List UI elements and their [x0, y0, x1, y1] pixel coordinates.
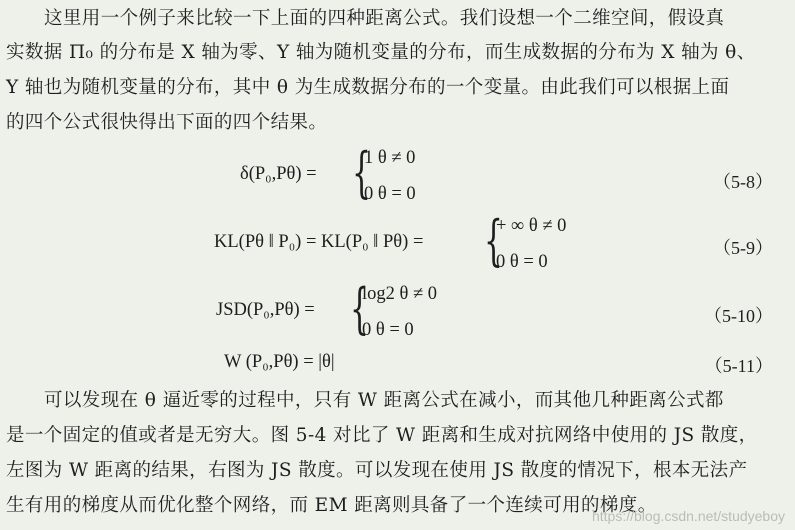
paragraph-line: 可以发现在 θ 逼近零的过程中，只有 W 距离公式在减小，而其他几种距离公式都	[44, 390, 724, 411]
equation-case: log2 θ ≠ 0	[362, 284, 438, 304]
paragraph-line: 的四个公式很快得出下面的四个结果。	[6, 112, 328, 133]
equation-case: 0 θ = 0	[496, 252, 548, 272]
equation-lhs: KL(Pθ ‖ P₀) = KL(P₀ ‖ Pθ) =	[214, 232, 424, 252]
equation-lhs: JSD(P₀,Pθ) =	[216, 300, 315, 320]
equation-number: （5-8）	[713, 172, 773, 192]
watermark: https://blog.csdn.net/studyeboy	[591, 508, 785, 524]
brace: {	[484, 209, 503, 272]
brace: {	[352, 141, 371, 204]
brace: {	[350, 277, 369, 340]
paragraph-line: 这里用一个例子来比较一下上面的四种距离公式。我们设想一个二维空间，假设真	[44, 8, 725, 29]
equation-number: （5-10）	[704, 306, 773, 326]
equation-case: 0 θ = 0	[364, 184, 416, 204]
equation-lhs: δ(P₀,Pθ) =	[240, 164, 317, 184]
equation-number: （5-9）	[713, 238, 773, 258]
equation-number: （5-11）	[704, 356, 773, 376]
paragraph-line: 实数据 Π₀ 的分布是 X 轴为零、Y 轴为随机变量的分布，而生成数据的分布为 X 轴为 θ、	[6, 42, 756, 63]
paragraph-line: Y 轴也为随机变量的分布，其中 θ 为生成数据分布的一个变量。由此我们可以根据上面	[6, 77, 730, 98]
equation-lhs: W (P₀,Pθ) = |θ|	[224, 352, 335, 372]
equation-case: + ∞ θ ≠ 0	[496, 216, 567, 236]
paragraph-line: 左图为 W 距离的结果，右图为 JS 散度。可以发现在使用 JS 散度的情况下，根本无法产	[6, 460, 748, 481]
equation-case: 1 θ ≠ 0	[364, 148, 416, 168]
equation-case: 0 θ = 0	[362, 320, 414, 340]
paragraph-line: 是一个固定的值或者是无穷大。图 5-4 对比了 W 距离和生成对抗网络中使用的 JS 散度，	[6, 425, 758, 446]
paragraph-line: 生有用的梯度从而优化整个网络，而 EM 距离则具备了一个连续可用的梯度。	[6, 495, 657, 516]
